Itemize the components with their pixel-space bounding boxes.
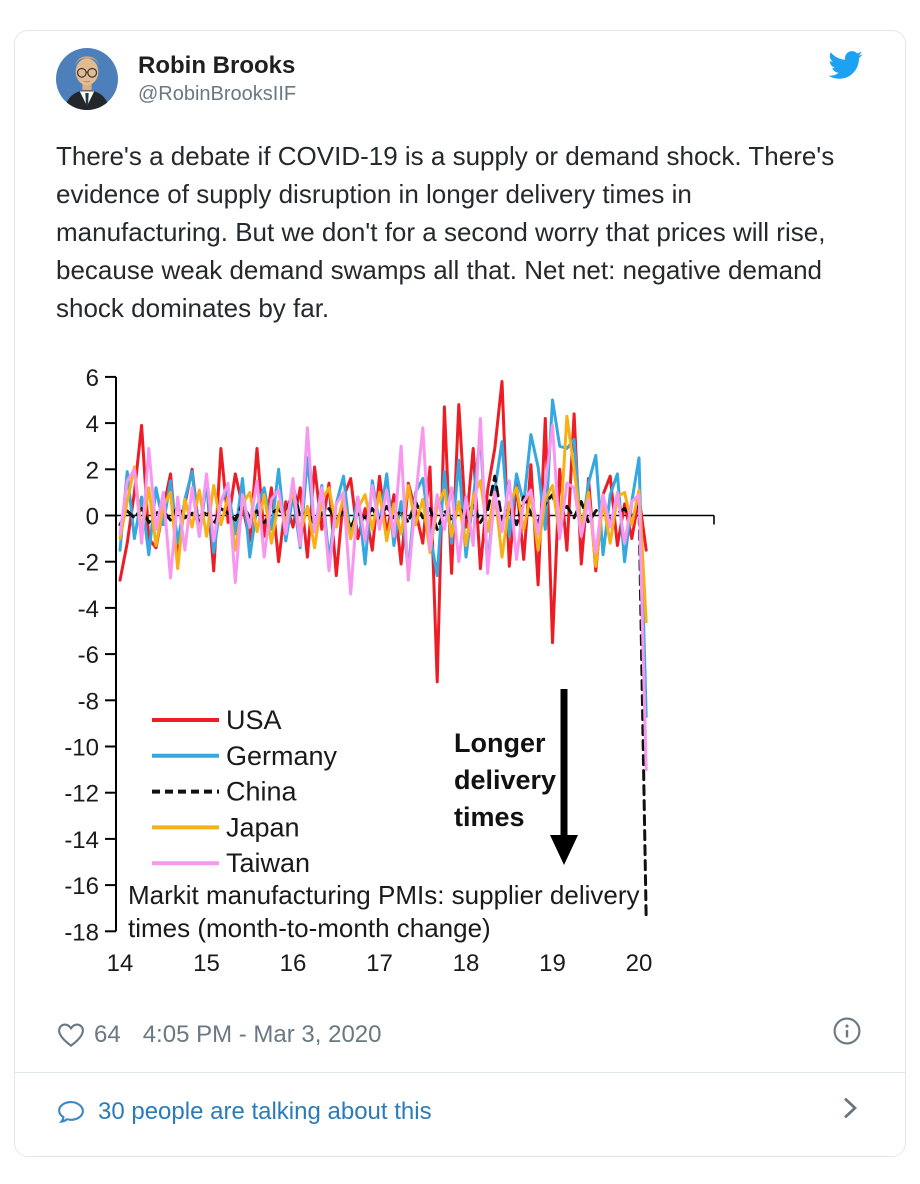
y-tick-label: -12 (64, 780, 99, 808)
x-tick-label: 20 (625, 950, 653, 977)
y-tick-label: -6 (77, 642, 99, 670)
avatar[interactable] (56, 48, 118, 110)
annotation-text: Longer (454, 728, 546, 758)
chart-source-note: times (month-to-month change) (128, 913, 491, 943)
chevron-right-icon[interactable] (837, 1093, 863, 1130)
y-tick-label: -4 (77, 595, 99, 623)
x-tick-label: 15 (193, 950, 220, 977)
conversation-row (56, 1073, 863, 1156)
y-tick-label: -14 (64, 826, 99, 854)
timestamp[interactable]: 4:05 PM - Mar 3, 2020 (142, 1020, 382, 1048)
speech-bubble-icon (56, 1097, 86, 1127)
y-tick-label: -10 (64, 734, 99, 762)
chart-source-note: Markit manufacturing PMIs: supplier delivery (128, 880, 640, 910)
legend-label-germany: Germany (226, 740, 338, 771)
y-tick-label: 4 (85, 411, 99, 439)
x-tick-label: 14 (106, 950, 134, 977)
legend-label-usa: USA (226, 705, 282, 735)
x-tick-label: 18 (452, 950, 480, 977)
conversation-link[interactable]: 30 people are talking about this (98, 1097, 432, 1125)
y-tick-label: -2 (77, 549, 99, 577)
author-handle[interactable]: @RobinBrooksIIF (138, 83, 297, 105)
x-tick-label: 16 (279, 950, 307, 977)
y-tick-label: -8 (77, 688, 99, 716)
author-display-name[interactable]: Robin Brooks (138, 52, 296, 79)
heart-icon[interactable] (56, 1020, 86, 1050)
pmi-chart (56, 359, 863, 1009)
annotation-text: times (454, 802, 525, 832)
annotation-text: delivery (454, 765, 557, 795)
chart-canvas (56, 359, 746, 1004)
legend-label-taiwan: Taiwan (226, 848, 311, 879)
y-tick-label: 2 (85, 457, 99, 485)
avatar-image (56, 48, 118, 110)
x-tick-label: 19 (539, 950, 566, 977)
series-germany (120, 400, 646, 717)
y-tick-label: 6 (85, 364, 99, 392)
legend-label-china: China (226, 776, 297, 807)
like-count[interactable]: 64 (94, 1020, 121, 1048)
y-tick-label: 0 (85, 503, 99, 531)
author-names (138, 51, 296, 107)
twitter-logo-icon[interactable] (827, 50, 863, 85)
tweet-text: There's a debate if COVID-19 is a supply or demand shock. There's evidence of supply disruption in longer delivery times in manufacturing. But we don't for a second worry that prices will rise, because weak demand swamps all that. Net net: negative demand shock dominates by far. (56, 141, 835, 323)
tweet-header (56, 48, 863, 110)
x-tick-label: 17 (366, 950, 393, 977)
info-icon[interactable] (831, 1015, 863, 1054)
tweet-card (14, 30, 906, 1157)
y-tick-label: -18 (64, 919, 99, 947)
tweet-stats-row (56, 1015, 863, 1054)
legend-label-japan: Japan (226, 812, 300, 843)
y-tick-label: -16 (64, 873, 99, 901)
